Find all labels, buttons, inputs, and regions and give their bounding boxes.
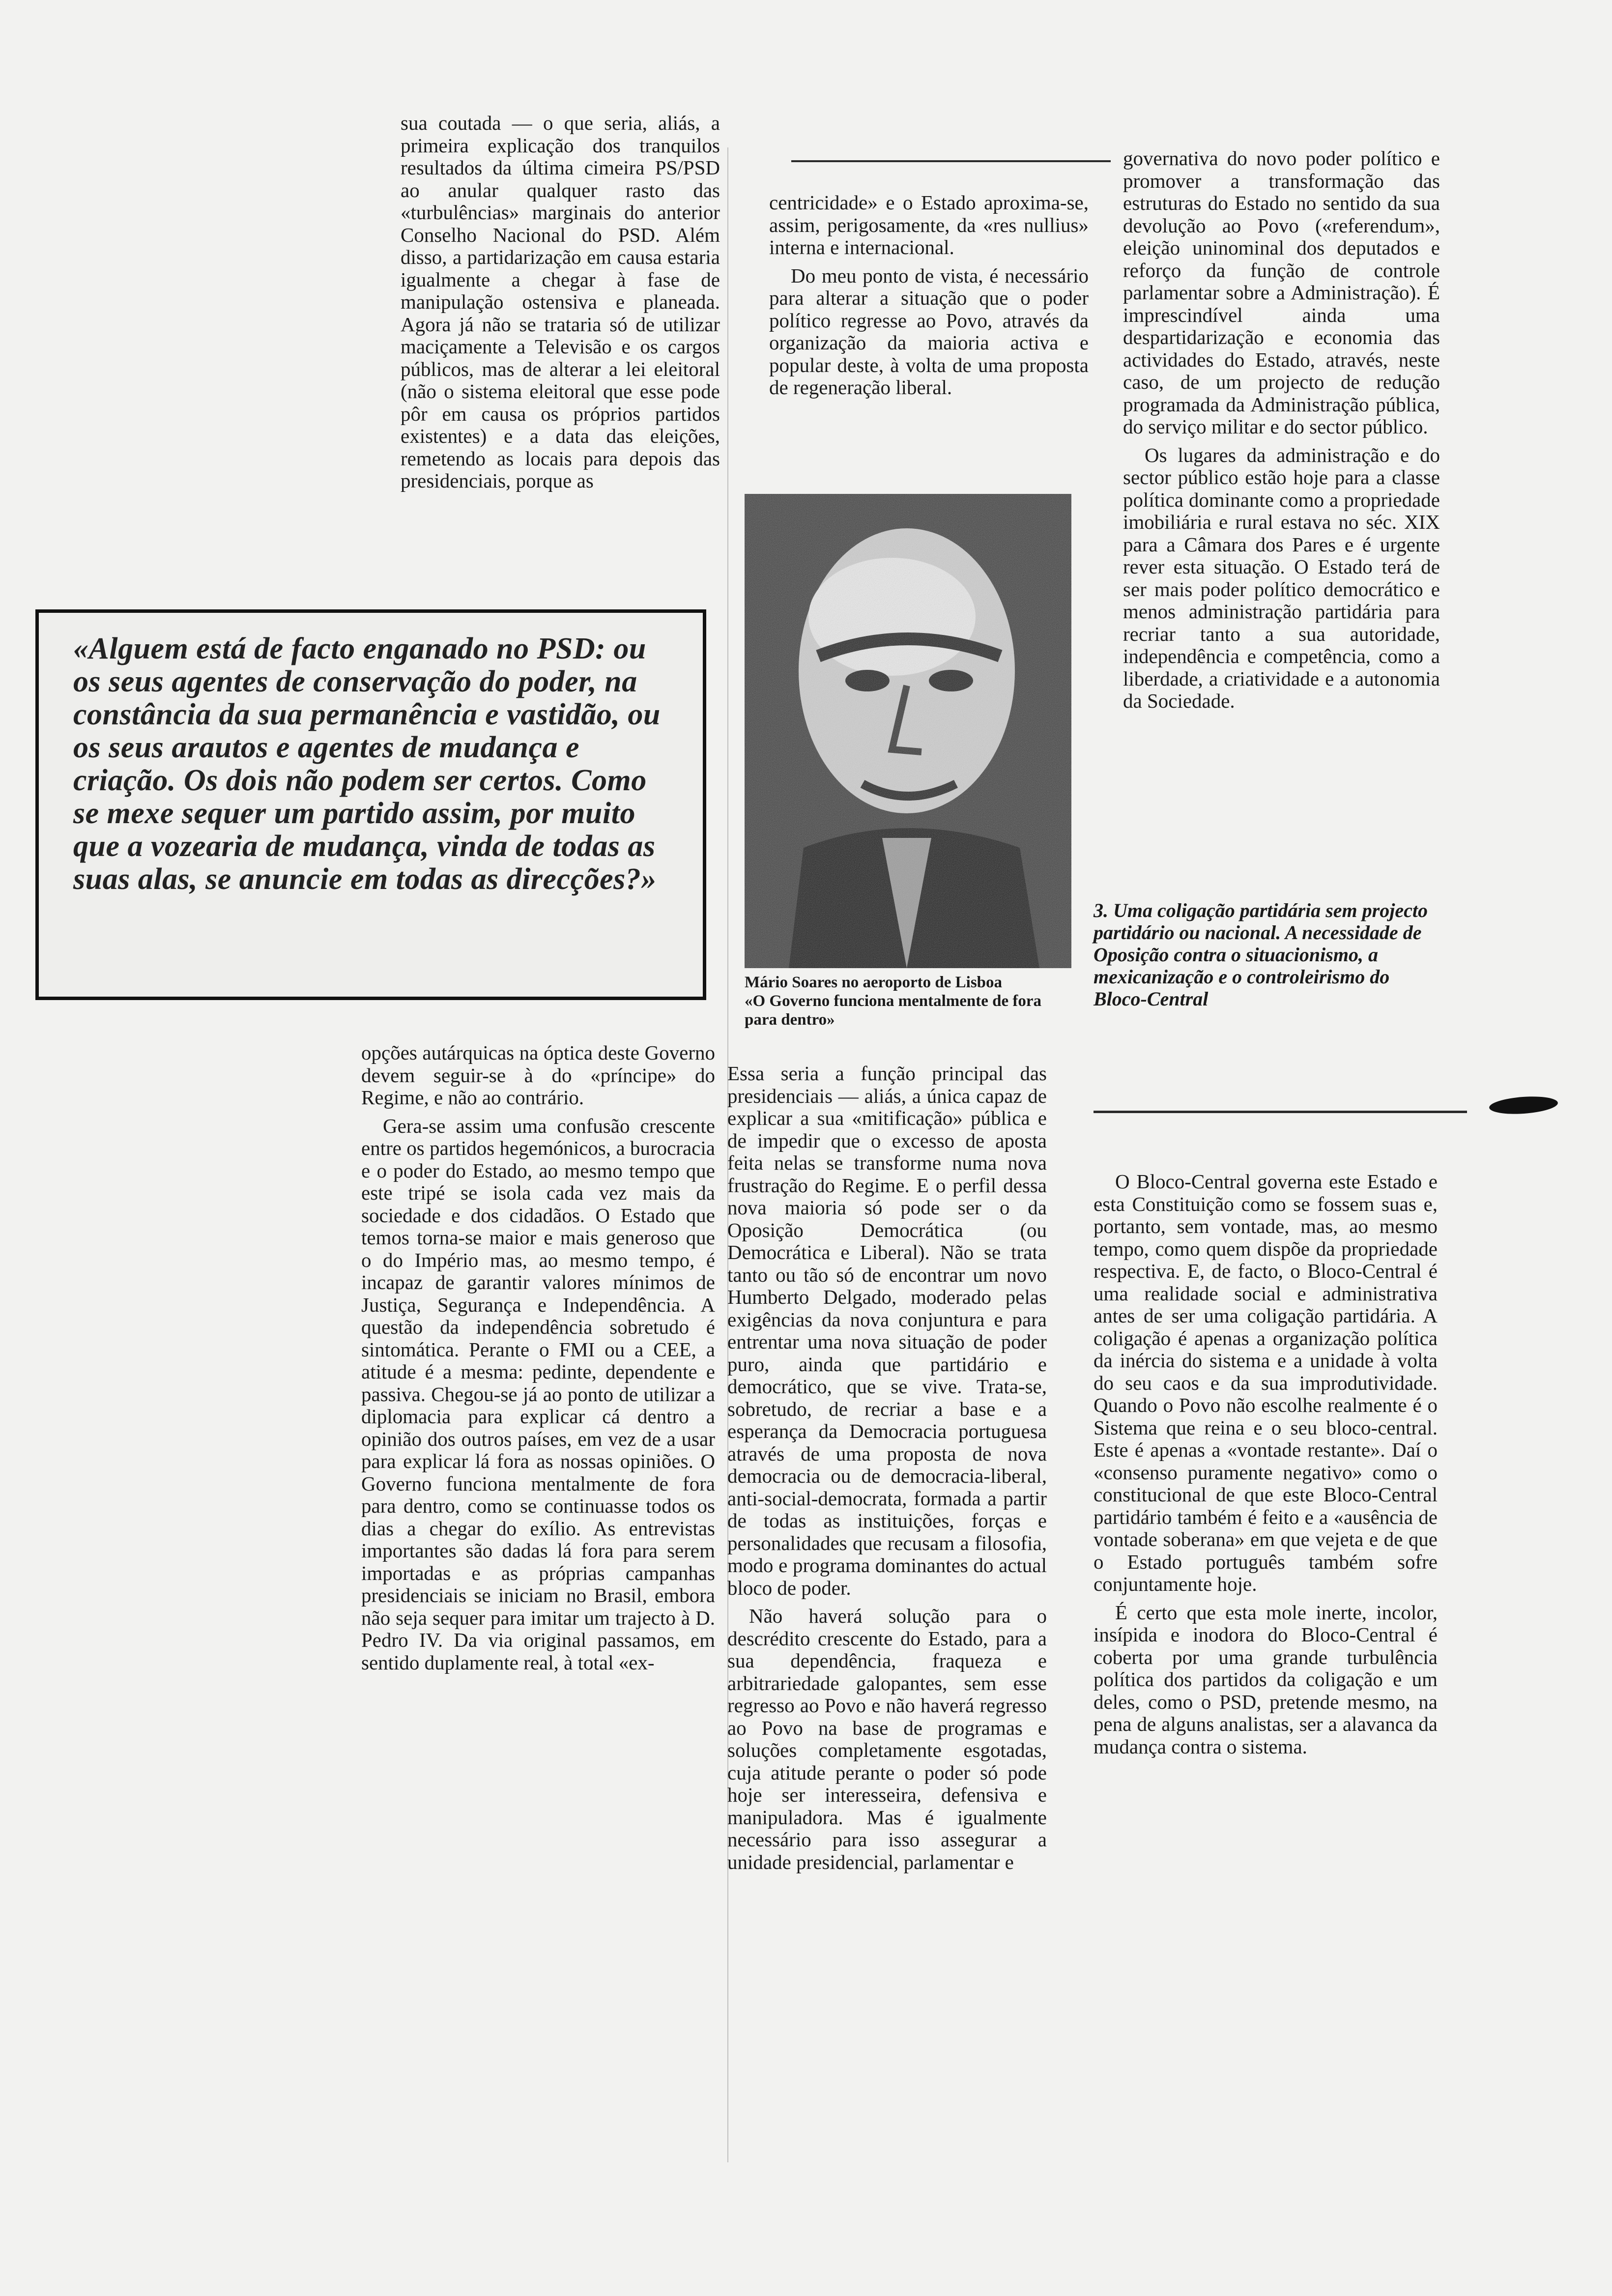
- pull-quote: «Alguem está de facto enganado no PSD: ou os seus agentes de conservação do poder, na constância da sua permanência e vastidão, ou os seus arautos e agentes de mudança e criação. Os dois não podem ser certos. Como se mexe sequer um partido assim, por muito que a vozearia de mudança, vinda de todas as suas alas, se anuncie em todas as direcções?»: [73, 632, 661, 896]
- paragraph: Os lugares da administração e do sector público estão hoje para a classe política dominante como a propriedade imobiliária e rural estava no séc. XIX para a Câmara dos Pares e é urgente rever esta situação. O Estado terá de ser mais poder político democrático e menos administração partidária para recriar tanto a sua autoridade, independência e competência, como a liberdade, a criatividade e a autonomia da Sociedade.: [1123, 443, 1440, 712]
- paragraph: Essa seria a função principal das presidenciais — aliás, a única capaz de explicar a sua «mitificação» pública e de impedir que o excesso de aposta feita nelas se transforme numa nova frustração do Regime. E o perfil dessa nova maioria só pode ser o da Oposição Democrática (ou Democrática e Liberal). Não se trata tanto ou tão só de encontrar um novo Humberto Delgado, moderado pelas exigências da nova conjuntura e para entrentar uma nova situação de poder puro, ainda que partidário e democrático, que se vive. Trata-se, sobretudo, de recriar a base e a esperança da Democracia portuguesa através de uma proposta de nova democracia ou de democracia-liberal, anti-social-democrata, formada a partir de todas as instituições, forças e personalidades que recusam a filosofia, modo e programa dominantes do actual bloco de poder.: [727, 1062, 1047, 1599]
- pull-quote-box: [35, 609, 706, 1000]
- paragraph: sua coutada — o que seria, aliás, a primeira explicação dos tranquilos resultados da última cimeira PS/PSD ao anular qualquer rasto das «turbulências» marginais do anterior Conselho Nacional do PSD. Além disso, a partidarização em causa estaria igualmente a chegar à fase de manipulação ostensiva e planeada. Agora já não se trataria só de utilizar maciçamente a Televisão e os cargos públicos, mas de alterar a lei eleitoral (não o sistema eleitoral que esse pode pôr em causa os próprios partidos existentes) e a data das eleições, remetendo as locais para depois das presidenciais, porque as: [401, 112, 720, 492]
- article-column-1-bottom: [361, 1042, 715, 2138]
- portrait-illustration: [745, 494, 1071, 968]
- paragraph: O Bloco-Central governa este Estado e esta Constituição como se fossem suas e, portanto, sem vontade, mas, ao mesmo tempo, como quem dispõe da propriedade respectiva. E, de facto, o Bloco-Central é uma realidade social e administrativa antes de ser uma coligação partidária. A coligação é apenas a organização política da inércia do sistema e a unidade à volta do seu caos e da sua improdutividade. Quando o Povo não escolhe realmente é o Sistema que reina e o seu bloco-central. Este é apenas a «vontade restante». Daí o «consenso puramente negativo» como o constitucional de que este Bloco-Central partidário também é feito e a «ausência de vontade soberana» em que vejeta e de que o Estado português também sofre conjuntamente hoje.: [1094, 1171, 1438, 1595]
- paragraph: Do meu ponto de vista, é necessário para alterar a situação que o poder político regresse ao Povo, através da organização da maioria activa e popular deste, à volta de uma proposta de regeneração liberal.: [769, 264, 1089, 399]
- portrait-photo: [745, 494, 1071, 968]
- paragraph: Gera-se assim uma confusão crescente entre os partidos hegemónicos, a burocracia e o poder do Estado, ao mesmo tempo que este tripé se isola cada vez mais da sociedade e dos cidadãos. O Estado que temos torna-se maior e mais generoso que o do Império mas, ao mesmo tempo, é incapaz de garantir valores mínimos de Justiça, Segurança e Independência. A questão da independência sobretudo é sintomática. Perante o FMI ou a CEE, a atitude é a mesma: pedinte, dependente e passiva. Chegou-se já ao ponto de utilizar a diplomacia para explicar cá dentro a opinião dos outros países, em vez de a usar para explicar lá fora as nossas opiniões. O Governo funciona mentalmente de fora para dentro, como se continuasse todos os dias a chegar do exílio. As entrevistas importantes são dadas lá fora para serem importadas e as próprias campanhas presidenciais se iniciam no Brasil, embora não seja sequer para imitar um trajecto à D. Pedro IV. Da via original passamos, em sentido duplamente real, à total «ex-: [361, 1114, 715, 1674]
- article-column-3-top: [1123, 147, 1440, 885]
- photo-caption: [745, 973, 1071, 1029]
- section-heading: 3. Uma coligação partidária sem projecto partidário ou nacional. A necessidade de Oposição contra o situacionismo, a mexicanização e o controleirismo do Bloco-Central: [1094, 899, 1428, 1010]
- paragraph: Não haverá solução para o descrédito crescente do Estado, para a sua dependência, fraqueza e arbitrariedade galopantes, sem esse regresso ao Povo e não haverá regresso ao Povo na base de programas e soluções completamente esgotadas, cuja atitude perante o poder só pode hoje ser interesseira, defensiva e manipuladora. Mas é igualmente necessário para isso assegurar a unidade presidencial, parlamentar e: [727, 1605, 1047, 1873]
- column-top-rule: [791, 160, 1111, 162]
- article-column-1-top: [401, 112, 720, 606]
- paragraph: opções autárquicas na óptica deste Governo devem seguir-se à do «príncipe» do Regime, e não ao contrário.: [361, 1042, 715, 1109]
- paragraph: centricidade» e o Estado aproxima-se, assim, perigosamente, da «res nullius» interna e internacional.: [769, 192, 1089, 258]
- article-column-2-bottom: [727, 1062, 1047, 2198]
- paragraph: governativa do novo poder político e promover a transformação das estruturas do Estado no sentido da sua devolução ao Povo («referendum», eleição uninominal dos deputados e reforço da função de controle parlamentar sobre a Administração). É imprescindível ainda uma despartidarização e economia das actividades do Estado, através, neste caso, de um projecto de redução programada da Administração pública, do serviço militar e do sector público.: [1123, 147, 1440, 438]
- caption-line-2: «O Governo funciona mentalmente de fora para dentro»: [745, 992, 1042, 1029]
- ink-mark: [1489, 1094, 1558, 1116]
- article-column-3-bottom: [1094, 1171, 1438, 2070]
- paragraph: É certo que esta mole inerte, incolor, insípida e inodora do Bloco-Central é coberta por uma grande turbulência política dos partidos da coligação e um deles, como o PSD, pretende mesmo, na pena de alguns analistas, ser a alavanca da mudança contra o sistema.: [1094, 1601, 1438, 1758]
- caption-line-1: Mário Soares no aeroporto de Lisboa: [745, 974, 1003, 991]
- section-divider-rule: [1094, 1111, 1467, 1113]
- article-column-2-top: [769, 192, 1089, 472]
